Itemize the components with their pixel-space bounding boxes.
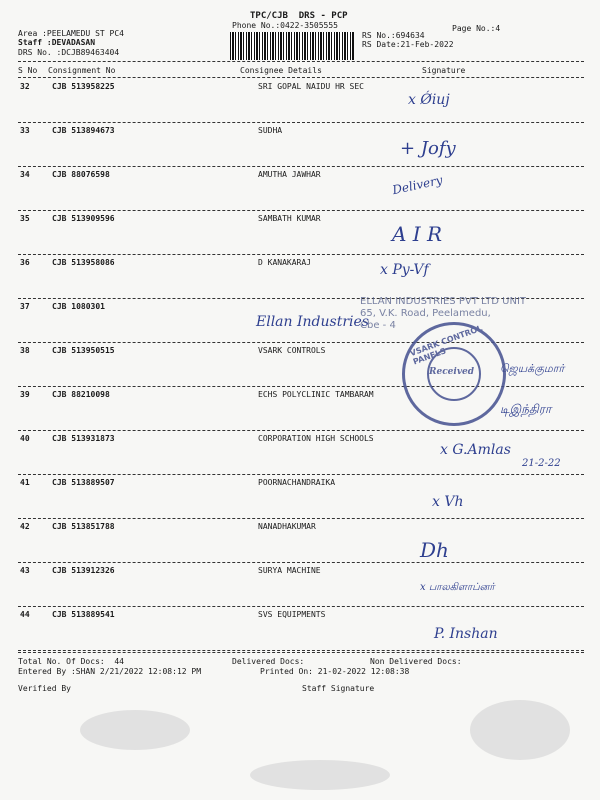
total-docs: Total No. Of Docs: 44 (18, 657, 124, 666)
verified-by: Verified By (18, 684, 71, 693)
signature: x Vh (432, 494, 464, 510)
divider (18, 652, 584, 653)
row-sno: 42 (20, 522, 30, 531)
signature: Ellan Industries (256, 314, 369, 330)
row-consignment: CJB 513889541 (52, 610, 115, 619)
scan-smudge (250, 760, 390, 790)
delivered-docs: Delivered Docs: (232, 657, 305, 666)
table-row (0, 170, 600, 210)
col-consignee: Consignee Details (240, 66, 322, 75)
row-sno: 35 (20, 214, 30, 223)
row-consignment: CJB 513894673 (52, 126, 115, 135)
signature: Delivery (391, 172, 444, 198)
row-sno: 38 (20, 346, 30, 355)
signature: x Ǿiuj (408, 92, 450, 108)
printed-on: Printed On: 21-02-2022 12:08:38 (260, 667, 410, 676)
col-consignment: Consignment No (48, 66, 116, 75)
row-divider (18, 430, 584, 431)
row-consignment: CJB 513958086 (52, 258, 115, 267)
row-consignee: SRI GOPAL NAIDU HR SEC (258, 82, 364, 91)
row-consignee: ECHS POLYCLINIC TAMBARAM (258, 390, 374, 399)
row-divider (18, 474, 584, 475)
row-divider (18, 518, 584, 519)
row-divider (18, 650, 584, 651)
table-row (0, 522, 600, 562)
stamp-ring-text: VSARK CONTROL PANELS (408, 323, 484, 367)
row-consignment: CJB 513889507 (52, 478, 115, 487)
row-sno: 39 (20, 390, 30, 399)
signature: + Jofy (400, 138, 456, 159)
row-divider (18, 342, 584, 343)
row-consignment: CJB 1080301 (52, 302, 105, 311)
row-consignment: CJB 513912326 (52, 566, 115, 575)
row-consignee: SAMBATH KUMAR (258, 214, 321, 223)
row-sno: 33 (20, 126, 30, 135)
rs-date: RS Date:21-Feb-2022 (362, 40, 454, 49)
row-divider (18, 122, 584, 123)
row-consignment: CJB 513931873 (52, 434, 115, 443)
table-row (0, 126, 600, 166)
table-row (0, 258, 600, 298)
row-consignee: SVS EQUIPMENTS (258, 610, 326, 619)
row-sno: 37 (20, 302, 30, 311)
row-divider (18, 606, 584, 607)
row-sno: 34 (20, 170, 30, 179)
scan-smudge (470, 700, 570, 760)
table-row (0, 478, 600, 518)
entered-by: Entered By :SHAN 2/21/2022 12:08:12 PM (18, 667, 202, 676)
barcode (230, 32, 354, 60)
phone-number: Phone No.:0422-3505555 (232, 21, 338, 30)
signature: Dh (420, 538, 449, 562)
staff-label: Staff :DEVADASAN (18, 38, 96, 47)
row-sno: 32 (20, 82, 30, 91)
table-row (0, 566, 600, 606)
col-sno: S No (18, 66, 38, 75)
row-divider (18, 562, 584, 563)
row-divider (18, 254, 584, 255)
row-sno: 44 (20, 610, 30, 619)
table-row (0, 82, 600, 122)
row-consignee: VSARK CONTROLS (258, 346, 326, 355)
signature: P. Inshan (434, 626, 498, 642)
row-consignee: CORPORATION HIGH SCHOOLS (258, 434, 374, 443)
received-stamp (402, 322, 506, 426)
company-stamp: ELLAN INDUSTRIES PVT LTD UNIT 65, V.K. Road, Peelamedu, Cbe - 4 (360, 296, 527, 331)
signature-date: 21-2-22 (522, 458, 561, 469)
row-consignee: POORNACHANDRAIKA (258, 478, 336, 487)
row-consignment: CJB 513909596 (52, 214, 115, 223)
row-sno: 43 (20, 566, 30, 575)
row-consignee: SURYA MACHINE (258, 566, 321, 575)
row-divider (18, 210, 584, 211)
divider (18, 77, 584, 78)
signature: A I R (392, 222, 443, 246)
signature: x Py-Vf (380, 262, 429, 278)
row-consignment: CJB 88076598 (52, 170, 110, 179)
scan-smudge (80, 710, 190, 750)
sheet-title: TPC/CJB DRS - PCP (250, 11, 348, 21)
row-consignee: NANADHAKUMAR (258, 522, 316, 531)
row-consignment: CJB 513958225 (52, 82, 115, 91)
table-row (0, 610, 600, 650)
drs-number: DRS No. :DCJB89463404 (18, 48, 120, 57)
signature: டிஇந்திரா (500, 402, 552, 416)
area-label: Area :PEELAMEDU ST PC4 (18, 29, 124, 38)
signature: x பாலகிளாப்னர் (420, 582, 495, 593)
stamp-received-text: Received (429, 367, 475, 377)
row-consignment: CJB 88210098 (52, 390, 110, 399)
row-consignee: SUDHA (258, 126, 283, 135)
row-consignee: AMUTHA JAWHAR (258, 170, 321, 179)
row-sno: 36 (20, 258, 30, 267)
col-signature: Signature (422, 66, 466, 75)
row-sno: 40 (20, 434, 30, 443)
page-number: Page No.:4 (452, 24, 501, 33)
signature: ஜெயக்குமார் (500, 362, 565, 375)
rs-number: RS No.:694634 (362, 31, 425, 40)
staff-signature: Staff Signature (302, 684, 375, 693)
signature: x G.Amlas (440, 442, 511, 458)
row-consignment: CJB 513851788 (52, 522, 115, 531)
row-divider (18, 166, 584, 167)
non-delivered-docs: Non Delivered Docs: (370, 657, 462, 666)
row-consignment: CJB 513950515 (52, 346, 115, 355)
row-sno: 41 (20, 478, 30, 487)
table-row (0, 214, 600, 254)
row-consignee: D KANAKARAJ (258, 258, 311, 267)
divider (18, 61, 584, 62)
